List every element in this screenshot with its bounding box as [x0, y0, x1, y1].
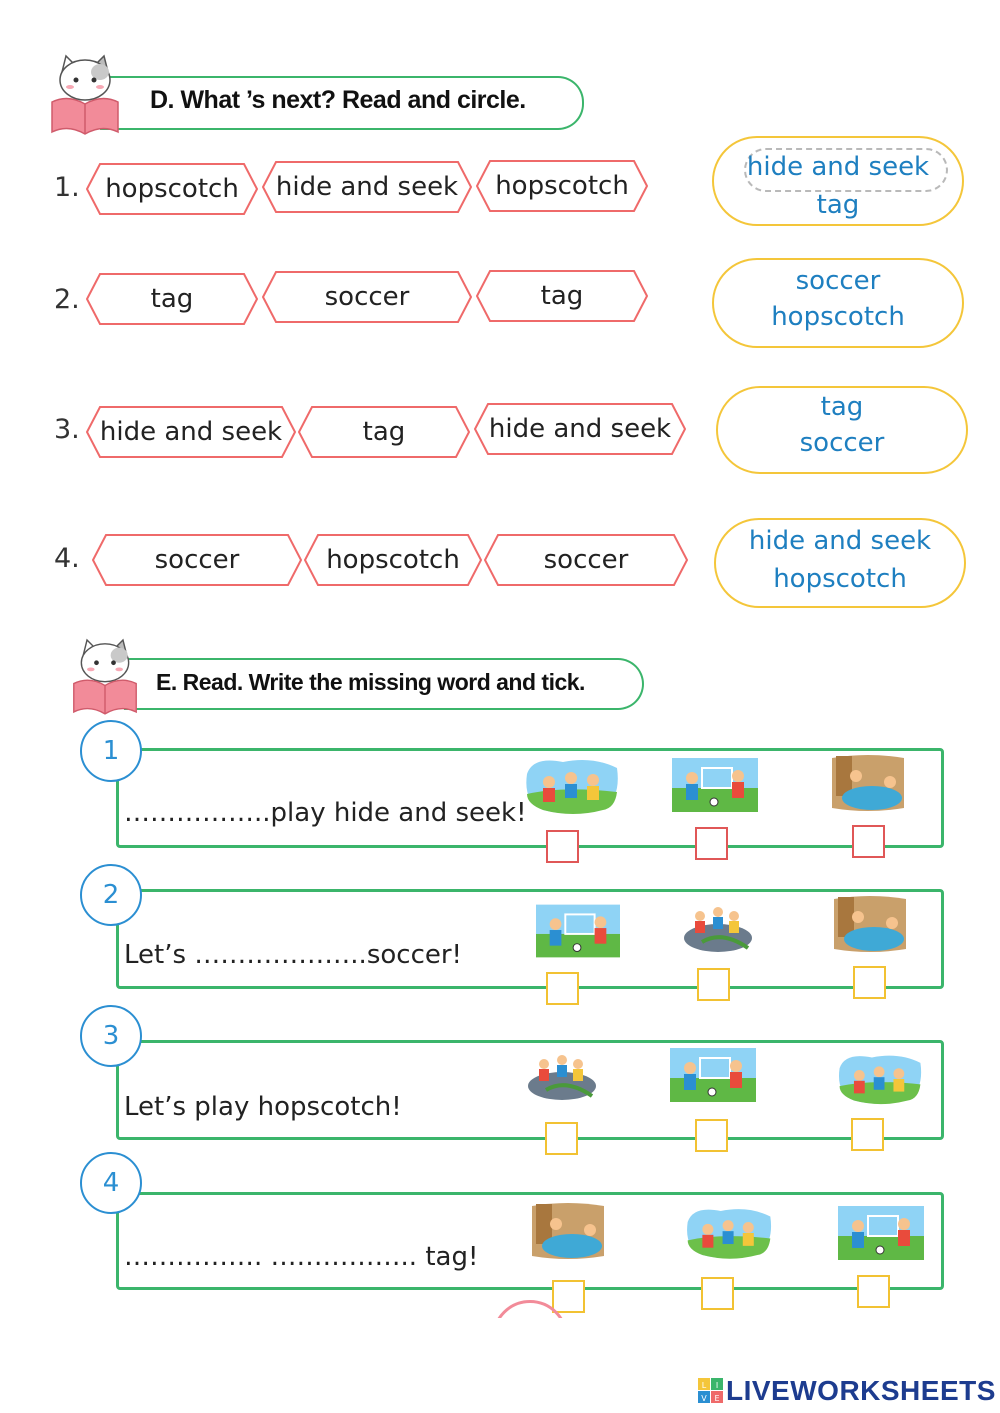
- svg-text:V: V: [701, 1394, 707, 1403]
- pattern-item-label: hide and seek: [99, 417, 283, 447]
- tick-box[interactable]: [852, 825, 885, 858]
- sentence: ……………. …………….. tag!: [124, 1242, 479, 1272]
- sentence: Let’s play hopscotch!: [124, 1092, 402, 1122]
- answer-options-box: [712, 258, 964, 348]
- tick-box[interactable]: [552, 1280, 585, 1313]
- pattern-item: [304, 534, 482, 586]
- question-number: 1.: [54, 172, 80, 203]
- tick-box[interactable]: [697, 968, 730, 1001]
- question-number: 3.: [54, 414, 80, 445]
- hide-and-seek-picture: [830, 893, 910, 955]
- pattern-item-label: hide and seek: [275, 172, 459, 202]
- pattern-item-label: soccer: [543, 545, 629, 575]
- answer-options-box: [716, 386, 968, 474]
- pattern-item-label: hopscotch: [105, 174, 239, 204]
- answer-option[interactable]: hopscotch: [773, 564, 907, 594]
- pattern-item: [86, 406, 296, 458]
- svg-text:I: I: [715, 1381, 719, 1390]
- tick-box[interactable]: [701, 1277, 734, 1310]
- answer-option[interactable]: soccer: [799, 428, 885, 458]
- answer-options-box: [712, 136, 964, 226]
- question-number: 2.: [54, 284, 80, 315]
- pattern-item: [86, 273, 258, 325]
- hide-and-seek-picture: [528, 1200, 608, 1262]
- answer-option[interactable]: tag: [820, 392, 864, 422]
- hide-and-seek-picture: [828, 752, 908, 814]
- answer-option[interactable]: soccer: [795, 266, 881, 296]
- pattern-item: [474, 403, 686, 455]
- pattern-item-label: tag: [362, 417, 406, 447]
- answer-options-box: [714, 518, 966, 608]
- answer-option[interactable]: hide and seek: [748, 526, 932, 556]
- tag-picture: [684, 1204, 774, 1262]
- pattern-item: [476, 270, 648, 322]
- pattern-item-label: soccer: [324, 282, 410, 312]
- tick-box[interactable]: [695, 1119, 728, 1152]
- pattern-item-label: tag: [150, 284, 194, 314]
- tick-box[interactable]: [857, 1275, 890, 1308]
- svg-text:E: E: [714, 1394, 720, 1403]
- pattern-item: [262, 271, 472, 323]
- sentence: ……………..play hide and seek!: [124, 798, 527, 828]
- hopscotch-picture: [682, 902, 754, 954]
- tick-box[interactable]: [695, 827, 728, 860]
- section-d-title: D. What ’s next? Read and circle.: [150, 86, 526, 114]
- item-number-circle: 4: [80, 1152, 142, 1214]
- page-number-circle: [492, 1300, 568, 1376]
- item-number-circle: 2: [80, 864, 142, 926]
- answer-option[interactable]: tag: [816, 190, 860, 220]
- exercise-row: [116, 889, 944, 989]
- tick-box[interactable]: [545, 1122, 578, 1155]
- tag-picture: [523, 756, 621, 816]
- svg-text:L: L: [701, 1381, 707, 1390]
- cat-reading-icon: [70, 636, 140, 716]
- section-e-title: E. Read. Write the missing word and tick.: [156, 669, 585, 695]
- item-number-circle: 1: [80, 720, 142, 782]
- brand-name[interactable]: LIVEWORKSHEETS: [726, 1375, 996, 1406]
- item-number-circle: 3: [80, 1005, 142, 1067]
- tick-box[interactable]: [851, 1118, 884, 1151]
- answer-option[interactable]: hide and seek: [746, 152, 930, 182]
- pattern-item: [484, 534, 688, 586]
- pattern-item: [298, 406, 470, 458]
- pattern-item: [86, 163, 258, 215]
- tick-box[interactable]: [853, 966, 886, 999]
- tag-picture: [836, 1050, 924, 1108]
- tick-box[interactable]: [546, 830, 579, 863]
- question-number: 4.: [54, 543, 80, 574]
- soccer-picture: [670, 1048, 756, 1102]
- pattern-item-label: tag: [540, 281, 584, 311]
- hopscotch-picture: [526, 1050, 598, 1102]
- answer-option[interactable]: hopscotch: [771, 302, 905, 332]
- pattern-item: [476, 160, 648, 212]
- sentence: Let’s ………………..soccer!: [124, 940, 462, 970]
- tick-box[interactable]: [546, 972, 579, 1005]
- cat-reading-icon: [48, 52, 122, 136]
- pattern-item-label: hopscotch: [326, 545, 460, 575]
- pattern-item: [92, 534, 302, 586]
- pattern-item: [262, 161, 472, 213]
- soccer-picture: [672, 758, 758, 812]
- pattern-item-label: hopscotch: [495, 171, 629, 201]
- pattern-item-label: soccer: [154, 545, 240, 575]
- liveworksheets-logo-icon: [698, 1378, 724, 1404]
- soccer-picture: [536, 904, 620, 958]
- soccer-picture: [838, 1206, 924, 1260]
- pattern-item-label: hide and seek: [488, 414, 672, 444]
